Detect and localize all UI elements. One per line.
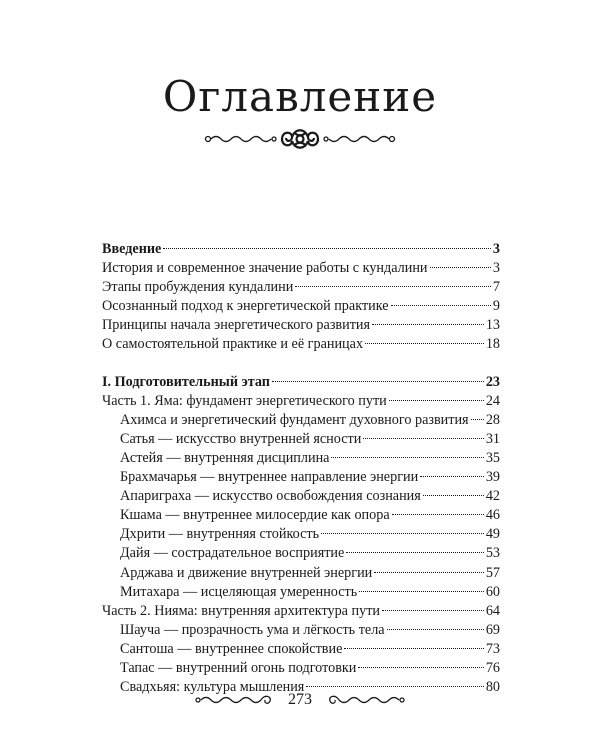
toc-leader [344, 648, 483, 649]
toc-leader [430, 267, 491, 268]
toc-page-number: 60 [485, 583, 500, 600]
toc-entry-label: Свадхьяя: культура мышления [120, 679, 305, 696]
toc-entry[interactable] [102, 583, 500, 602]
toc-leader [387, 629, 484, 630]
toc-leader [306, 686, 483, 687]
toc-page-number: 64 [485, 602, 500, 619]
toc-entry-label: Брахмачарья — внутреннее направление энергии [120, 469, 419, 486]
toc-entry-label: Этапы пробуждения кундалини [102, 279, 294, 296]
toc-entry-label: I. Подготовительный этап [102, 373, 270, 390]
toc-page-number: 3 [492, 260, 500, 277]
toc-leader [423, 495, 484, 496]
flourish-left-icon [194, 692, 274, 708]
toc-entry-label: Шауча — прозрачность ума и лёгкость тела [120, 621, 385, 638]
toc-entry[interactable] [102, 240, 500, 259]
toc-entry-label: Дхрити — внутренняя стойкость [120, 526, 320, 543]
toc-page-number: 28 [485, 411, 500, 428]
toc-leader [272, 381, 484, 382]
toc-entry-label: Арджава и движение внутренней энергии [120, 564, 373, 581]
toc-entry-label: Тапас — внутренний огонь подготовки [120, 659, 357, 676]
toc-page-number: 53 [485, 545, 500, 562]
toc-entry[interactable] [102, 487, 500, 506]
toc-entry[interactable] [102, 430, 500, 449]
toc-entry[interactable] [102, 335, 500, 354]
toc-page-number: 7 [492, 279, 500, 296]
toc-entry[interactable] [102, 564, 500, 583]
toc-page-number: 23 [485, 373, 500, 390]
toc-entry[interactable] [102, 506, 500, 525]
toc-page-number: 80 [485, 679, 500, 696]
toc-leader [471, 419, 484, 420]
toc-page-number: 69 [485, 621, 500, 638]
toc-page-number: 3 [492, 241, 500, 257]
toc-leader [365, 343, 484, 344]
ornament-divider-icon [200, 124, 400, 154]
toc-entry[interactable] [102, 449, 500, 468]
toc-entry-label: Кшама — внутреннее милосердие как опора [120, 507, 390, 524]
toc-entry[interactable] [102, 259, 500, 278]
toc-entry-label: Астейя — внутренняя дисциплина [120, 449, 330, 466]
toc-entry[interactable] [102, 316, 500, 335]
toc-entry-label: Часть 1. Яма: фундамент энергетического пути [102, 392, 387, 409]
toc-entry-label: Введение [102, 241, 162, 257]
toc-leader [295, 286, 491, 287]
toc-entry[interactable] [102, 659, 500, 678]
toc-leader [382, 610, 484, 611]
toc-entry-label: Ахимса и энергетический фундамент духовного развития [120, 411, 469, 428]
toc-entry[interactable] [102, 544, 500, 563]
toc-entry[interactable] [102, 602, 500, 621]
toc-section-intro [102, 240, 500, 355]
toc-entry-label: Принципы начала энергетического развития [102, 317, 371, 334]
flourish-right-icon [326, 692, 406, 708]
toc-leader [374, 572, 484, 573]
toc-entry[interactable] [102, 525, 500, 544]
toc-page-number: 13 [485, 317, 500, 334]
table-of-contents [102, 240, 500, 697]
toc-page-number: 35 [485, 449, 500, 466]
toc-entry-label: Сантоша — внутреннее спокойствие [120, 640, 343, 657]
toc-page-number: 46 [485, 507, 500, 524]
toc-leader [389, 400, 484, 401]
toc-entry[interactable] [102, 468, 500, 487]
toc-leader [358, 667, 483, 668]
section-spacer [102, 355, 500, 373]
toc-page-number: 57 [485, 564, 500, 581]
toc-page-number: 39 [485, 469, 500, 486]
toc-page-number: 24 [485, 392, 500, 409]
toc-entry[interactable] [102, 621, 500, 640]
toc-page-number: 73 [485, 640, 500, 657]
toc-leader [391, 305, 491, 306]
toc-entry-label: Апариграха — искусство освобождения сознания [120, 488, 421, 505]
toc-entry[interactable] [102, 392, 500, 411]
toc-leader [163, 248, 491, 249]
toc-entry[interactable] [102, 373, 500, 392]
toc-leader [392, 514, 484, 515]
toc-entry-label: Митахара — исцеляющая умеренность [120, 583, 358, 600]
page-title: Оглавление [162, 72, 438, 121]
toc-entry[interactable] [102, 411, 500, 430]
toc-page-number: 42 [485, 488, 500, 505]
toc-leader [420, 476, 484, 477]
page-footer [0, 688, 600, 712]
toc-entry-label: Осознанный подход к энергетической практике [102, 298, 389, 315]
page-number: 273 [288, 691, 312, 708]
toc-leader [321, 533, 484, 534]
toc-page-number: 49 [485, 526, 500, 543]
toc-entry-label: Часть 2. Нияма: внутренняя архитектура пути [102, 602, 380, 619]
toc-leader [331, 457, 483, 458]
toc-page-number: 18 [485, 336, 500, 353]
toc-page-number: 76 [485, 659, 500, 676]
toc-leader [359, 591, 484, 592]
toc-leader [372, 324, 484, 325]
toc-leader [346, 552, 483, 553]
toc-entry-label: О самостоятельной практике и её границах [102, 336, 364, 353]
toc-page-number: 31 [485, 430, 500, 447]
toc-entry[interactable] [102, 297, 500, 316]
toc-entry[interactable] [102, 640, 500, 659]
toc-entry-label: Сатья — искусство внутренней ясности [120, 430, 362, 447]
toc-entry-label: Дайя — сострадательное восприятие [120, 545, 345, 562]
toc-section-part1 [102, 373, 500, 698]
toc-entry-label: История и современное значение работы с кундалини [102, 260, 428, 277]
toc-leader [363, 438, 484, 439]
toc-page-number: 9 [492, 298, 500, 315]
toc-entry[interactable] [102, 278, 500, 297]
